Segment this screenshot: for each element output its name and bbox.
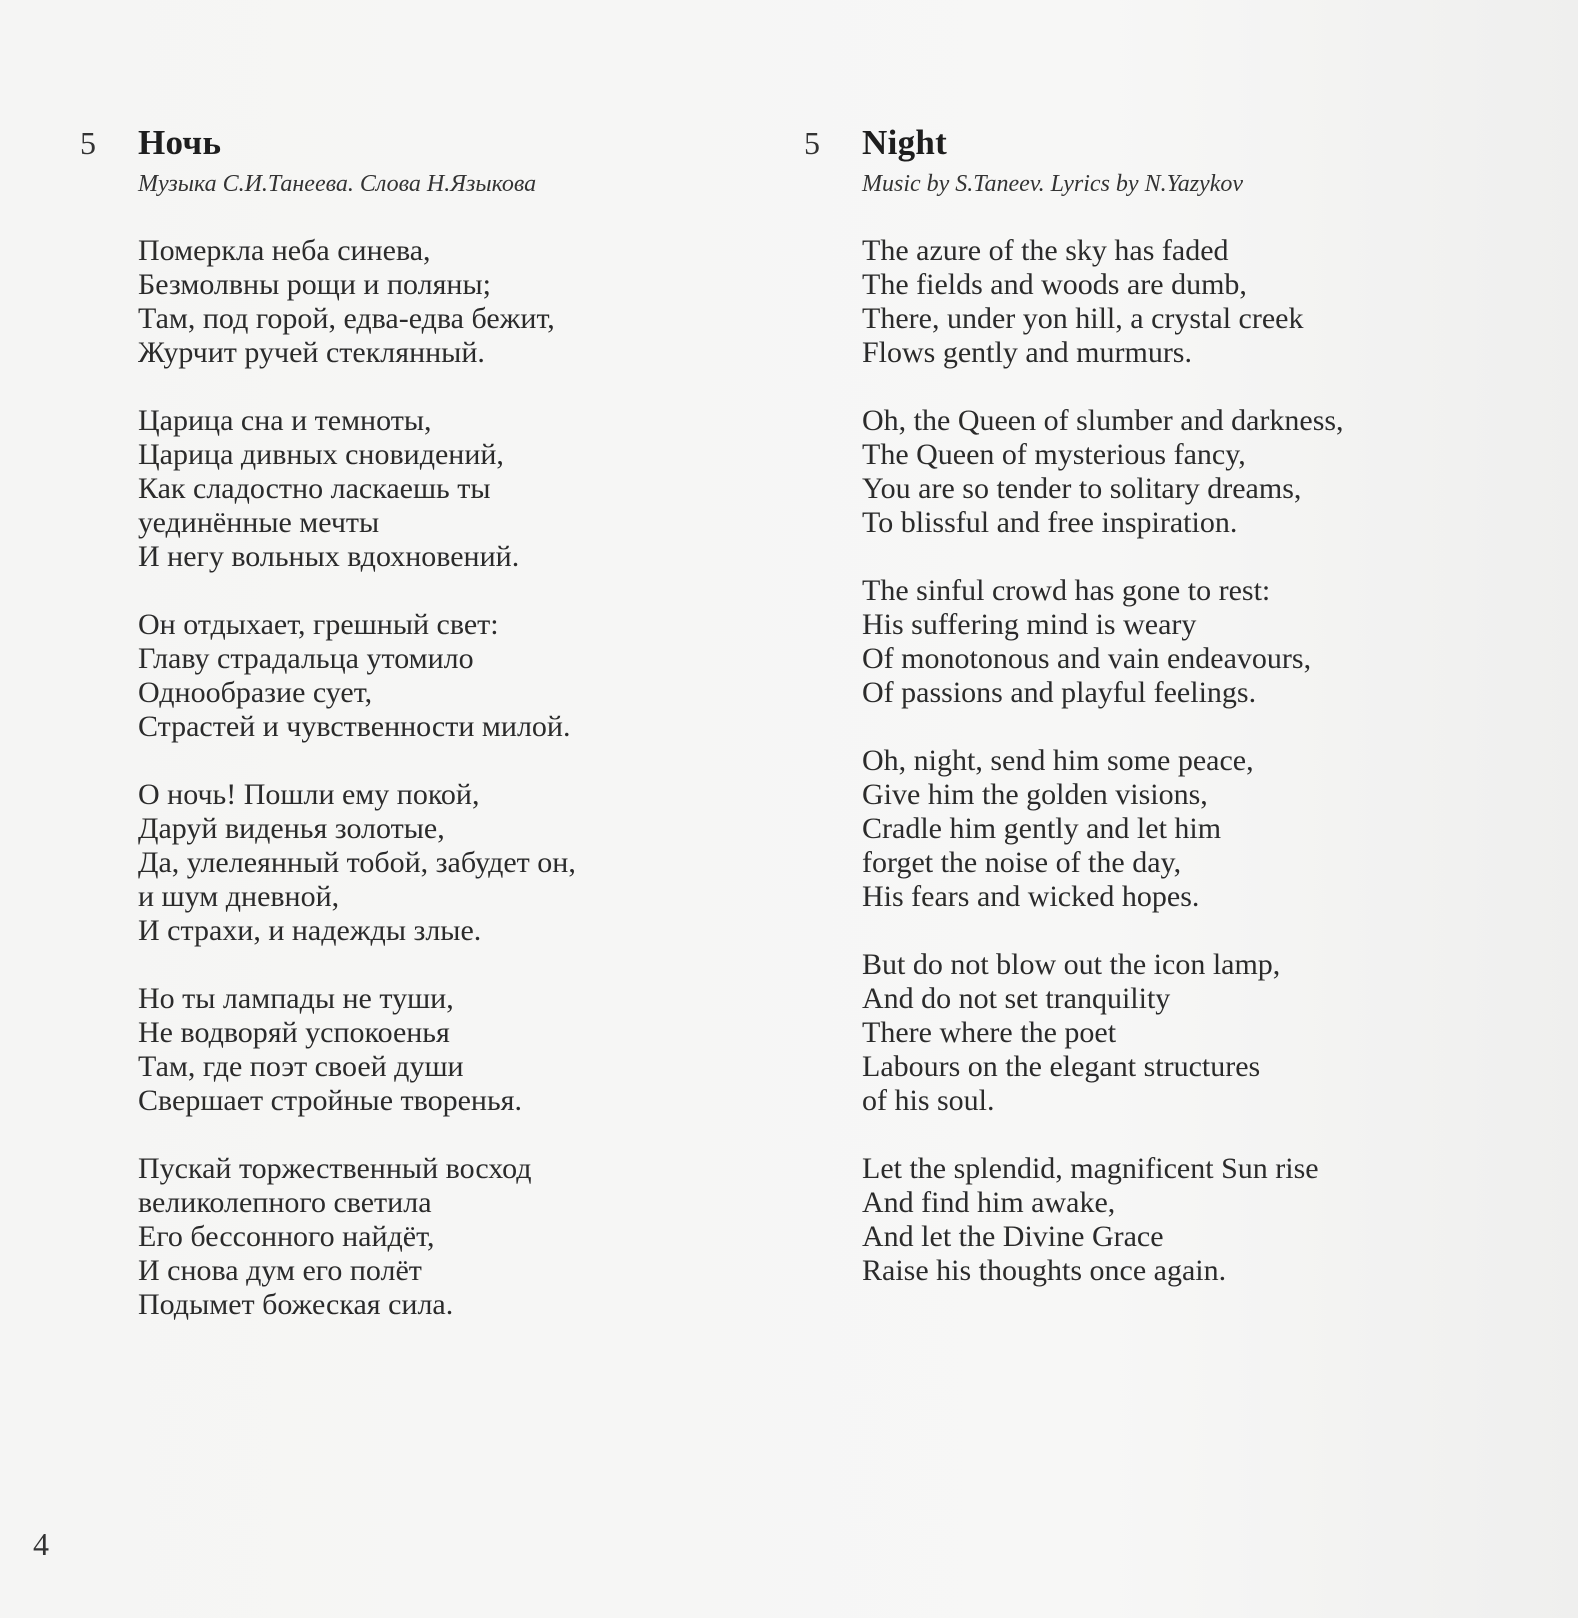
poem-line: Его бессонного найдёт, bbox=[138, 1220, 435, 1253]
poem-line: уединённые мечты bbox=[138, 506, 380, 539]
song-credit: Музыка С.И.Танеева. Слова Н.Языкова bbox=[138, 171, 537, 197]
poem-line: The fields and woods are dumb, bbox=[862, 268, 1247, 301]
stanza bbox=[862, 574, 1444, 710]
poem-line: His suffering mind is weary bbox=[862, 608, 1197, 641]
track-number: 5 bbox=[804, 125, 820, 161]
poem-line: And let the Divine Grace bbox=[862, 1220, 1164, 1253]
poem-line: Даруй виденья золотые, bbox=[138, 812, 445, 845]
poem-line: Журчит ручей стеклянный. bbox=[138, 336, 485, 369]
english-heading bbox=[804, 123, 1444, 169]
stanza bbox=[138, 778, 720, 948]
poem-line: And do not set tranquility bbox=[862, 982, 1171, 1015]
poem-line: But do not blow out the icon lamp, bbox=[862, 948, 1281, 981]
poem-line: Безмолвны рощи и поляны; bbox=[138, 268, 491, 301]
poem-line: Как сладостно ласкаешь ты bbox=[138, 472, 491, 505]
poem-line: великолепного светила bbox=[138, 1186, 432, 1219]
poem-line: Flows gently and murmurs. bbox=[862, 336, 1192, 369]
song-credit: Music by S.Taneev. Lyrics by N.Yazykov bbox=[862, 171, 1244, 197]
poem-line: Пускай торжественный восход bbox=[138, 1152, 532, 1185]
poem-line: И снова дум его полёт bbox=[138, 1254, 422, 1287]
poem-line: The sinful crowd has gone to rest: bbox=[862, 574, 1271, 607]
poem-line: Он отдыхает, грешный свет: bbox=[138, 608, 499, 641]
stanza bbox=[862, 1152, 1444, 1288]
song-title: Night bbox=[862, 123, 948, 162]
english-poem bbox=[862, 234, 1444, 1288]
poem-line: Там, где поэт своей души bbox=[138, 1050, 464, 1083]
stanza bbox=[138, 234, 720, 370]
russian-heading bbox=[80, 123, 720, 169]
poem-line: His fears and wicked hopes. bbox=[862, 880, 1200, 913]
poem-line: The azure of the sky has faded bbox=[862, 234, 1229, 267]
poem-line: Страстей и чувственности милой. bbox=[138, 710, 571, 743]
poem-line: Let the splendid, magnificent Sun rise bbox=[862, 1152, 1319, 1185]
poem-line: Там, под горой, едва-едва бежит, bbox=[138, 302, 555, 335]
stanza bbox=[138, 982, 720, 1118]
poem-line: The Queen of mysterious fancy, bbox=[862, 438, 1246, 471]
poem-line: и шум дневной, bbox=[138, 880, 340, 913]
poem-line: Labours on the elegant structures bbox=[862, 1050, 1261, 1083]
poem-line: О ночь! Пошли ему покой, bbox=[138, 778, 480, 811]
stanza bbox=[138, 608, 720, 744]
poem-line: Но ты лампады не туши, bbox=[138, 982, 454, 1015]
track-number: 5 bbox=[80, 125, 96, 161]
poem-line: Of passions and playful feelings. bbox=[862, 676, 1257, 709]
stanza bbox=[862, 948, 1444, 1118]
poem-line: Царица дивных сновидений, bbox=[138, 438, 504, 471]
poem-line: Однообразие сует, bbox=[138, 676, 373, 709]
poem-line: You are so tender to solitary dreams, bbox=[862, 472, 1302, 505]
poem-line: Of monotonous and vain endeavours, bbox=[862, 642, 1312, 675]
page-number: 4 bbox=[33, 1526, 49, 1562]
stanza bbox=[138, 404, 720, 574]
poem-line: There where the poet bbox=[862, 1016, 1117, 1049]
poem-line: И негу вольных вдохновений. bbox=[138, 540, 520, 573]
poem-line: To blissful and free inspiration. bbox=[862, 506, 1238, 539]
stanza bbox=[138, 1152, 720, 1322]
stanza bbox=[862, 404, 1444, 540]
poem-line: Не водворяй успокоенья bbox=[138, 1016, 450, 1049]
poem-line: Свершает стройные творенья. bbox=[138, 1084, 522, 1117]
song-title: Ночь bbox=[138, 123, 222, 162]
poem-line: Give him the golden visions, bbox=[862, 778, 1208, 811]
poem-line: And find him awake, bbox=[862, 1186, 1116, 1219]
poem-line: There, under yon hill, a crystal creek bbox=[862, 302, 1304, 335]
poem-line: Raise his thoughts once again. bbox=[862, 1254, 1227, 1287]
poem-line: Подымет божеская сила. bbox=[138, 1288, 454, 1321]
poem-line: И страхи, и надежды злые. bbox=[138, 914, 482, 947]
poem-line: Oh, the Queen of slumber and darkness, bbox=[862, 404, 1344, 437]
poem-line: Да, улелеянный тобой, забудет он, bbox=[138, 846, 576, 879]
stanza bbox=[862, 744, 1444, 914]
poem-line: Cradle him gently and let him bbox=[862, 812, 1222, 845]
poem-line: forget the noise of the day, bbox=[862, 846, 1182, 879]
poem-line: Главу страдальца утомило bbox=[138, 642, 474, 675]
poem-line: Царица сна и темноты, bbox=[138, 404, 432, 437]
stanza bbox=[862, 234, 1444, 370]
russian-lyrics-column bbox=[80, 123, 720, 1356]
poem-line: of his soul. bbox=[862, 1084, 995, 1117]
poem-line: Oh, night, send him some peace, bbox=[862, 744, 1254, 777]
poem-line: Померкла неба синева, bbox=[138, 234, 431, 267]
english-lyrics-column bbox=[804, 123, 1444, 1322]
russian-poem bbox=[138, 234, 720, 1322]
